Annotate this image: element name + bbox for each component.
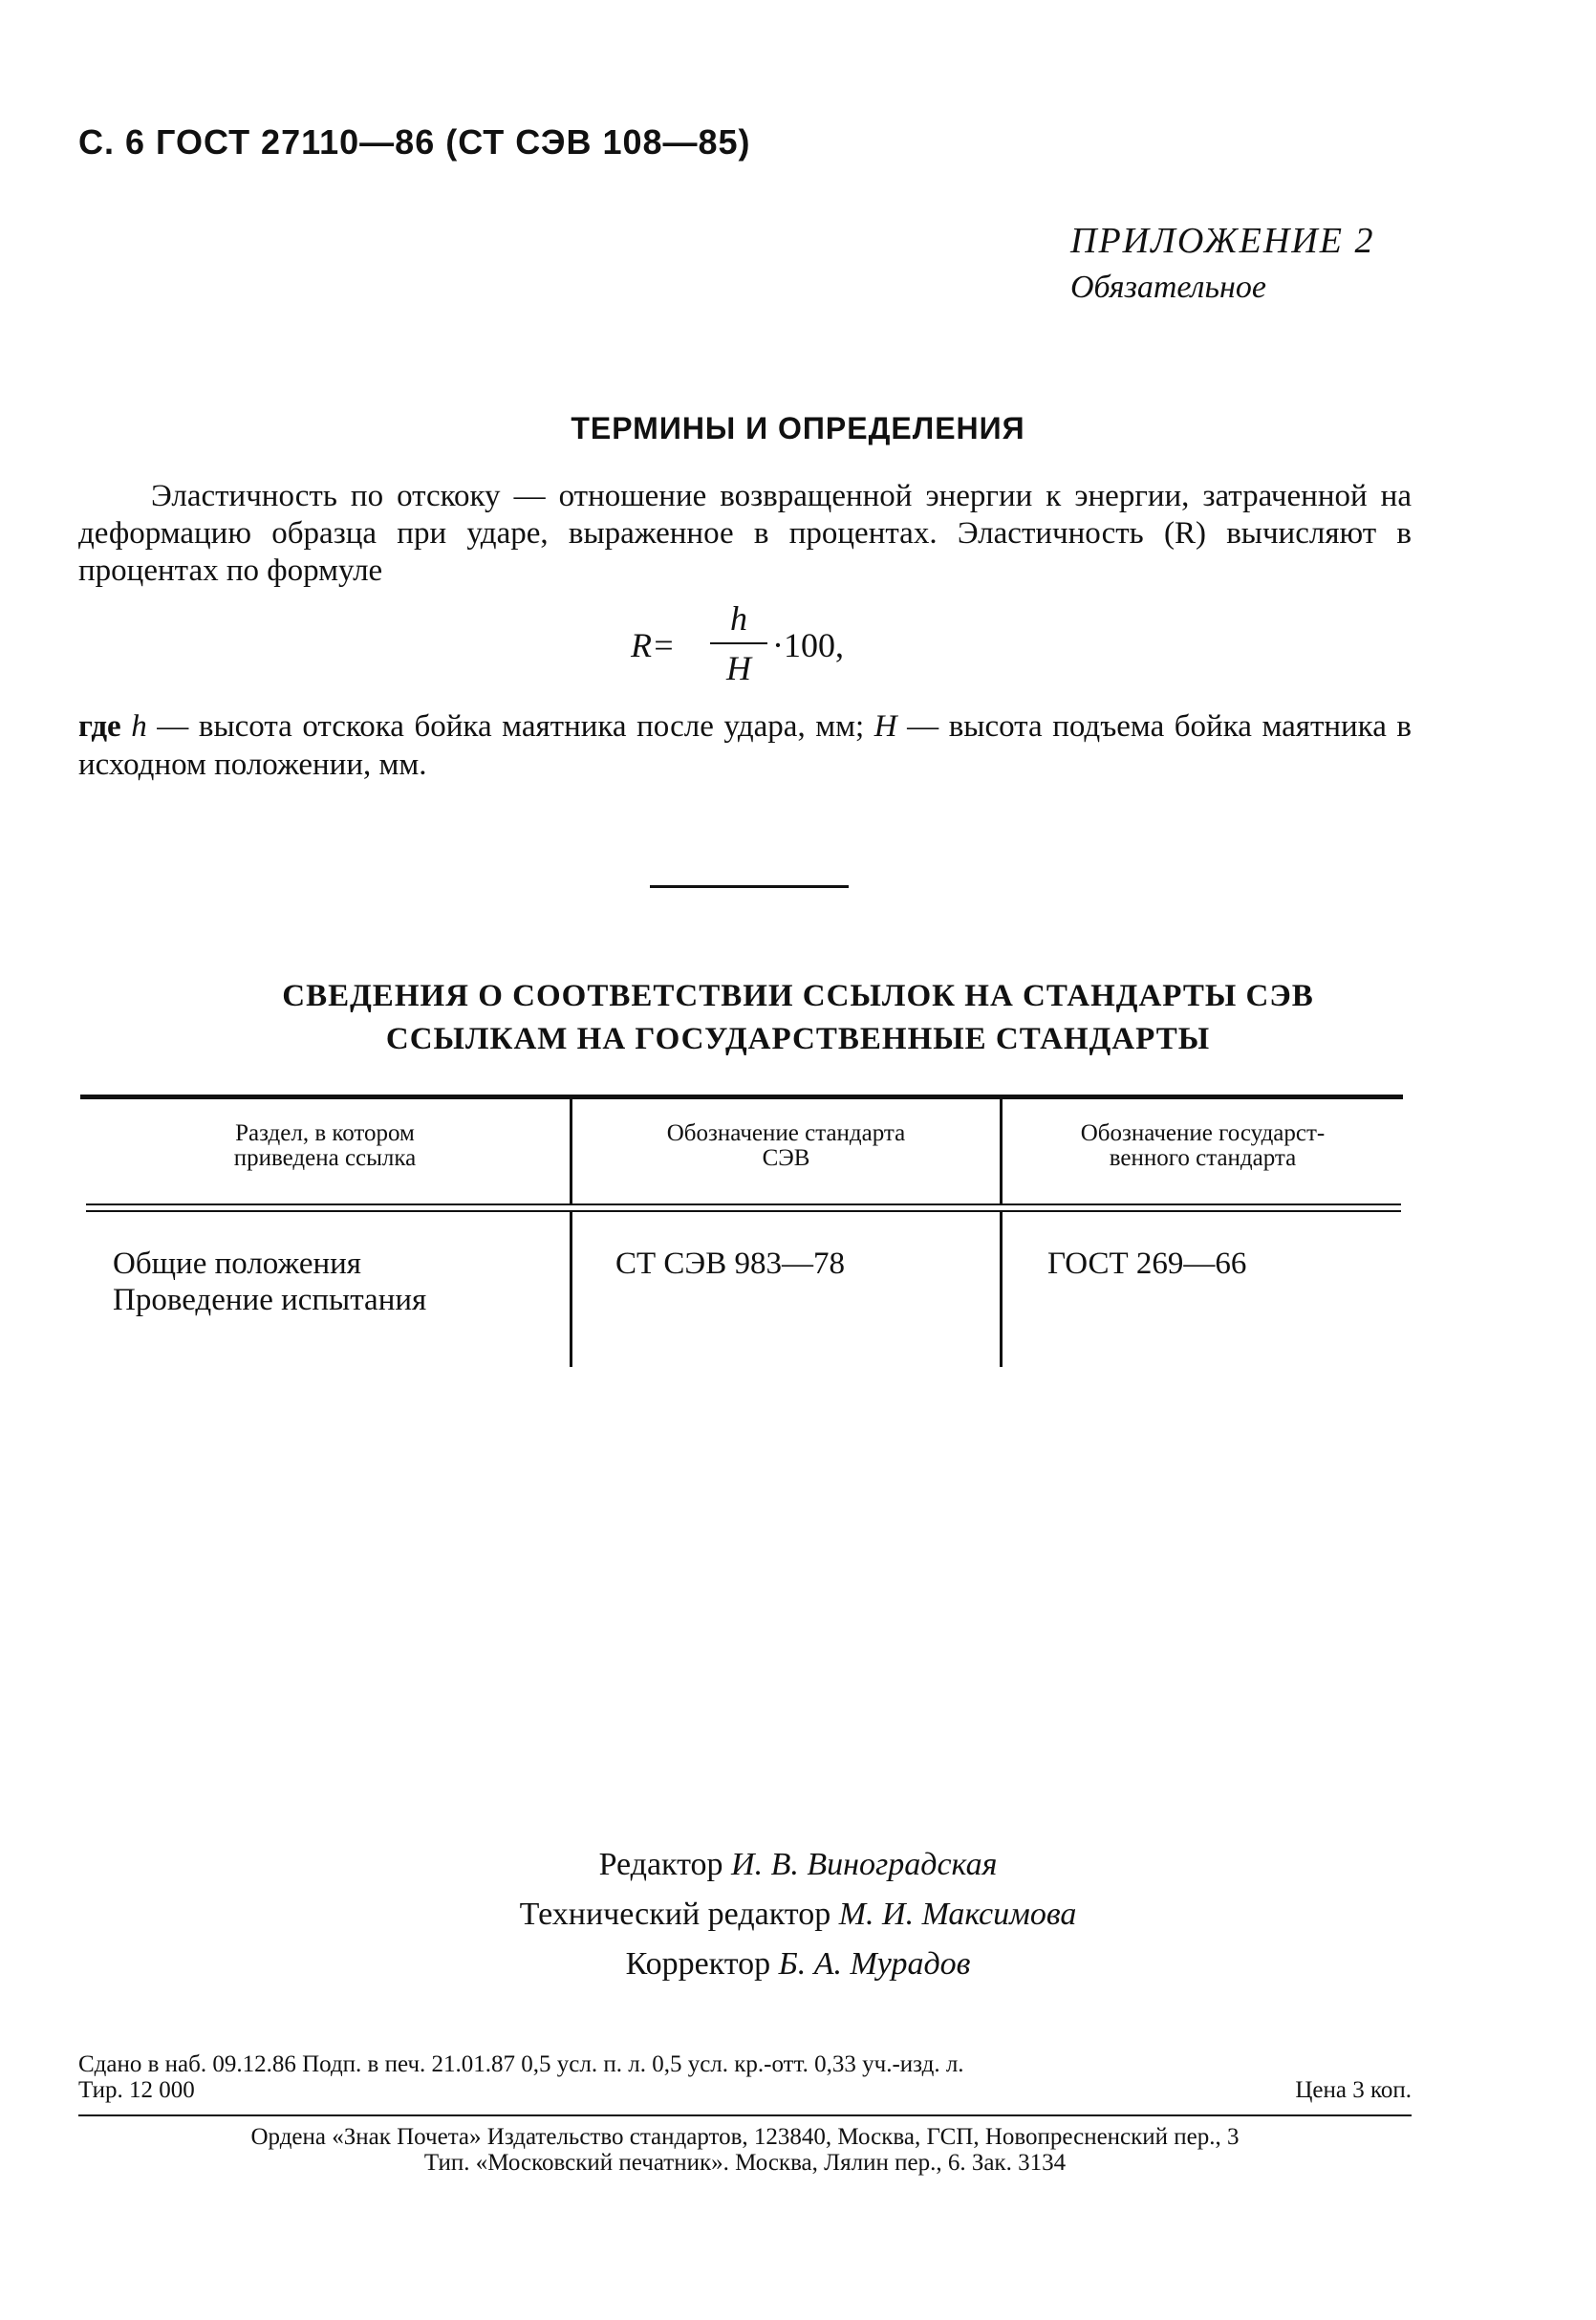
appendix-title: ПРИЛОЖЕНИЕ 2 xyxy=(1070,221,1375,261)
page-header: С. 6 ГОСТ 27110—86 (СТ СЭВ 108—85) xyxy=(78,122,751,162)
imprint-price: Цена 3 коп. xyxy=(1295,2077,1412,2103)
credit-editor-name: И. В. Виноградская xyxy=(731,1847,998,1882)
formula-denominator: H xyxy=(726,649,751,687)
table-body-divider-2 xyxy=(1000,1212,1003,1367)
credit-editor xyxy=(0,1840,1596,1890)
h-symbol: h xyxy=(131,709,147,744)
imprint-line1 xyxy=(78,2051,1412,2077)
section-separator xyxy=(650,885,849,888)
credit-tech-editor xyxy=(0,1890,1596,1940)
formula-lhs: R= xyxy=(631,626,676,664)
formula-numerator: h xyxy=(730,599,747,638)
credits xyxy=(0,1840,1596,1989)
where-definitions xyxy=(78,707,1412,784)
references-heading-line1: СВЕДЕНИЯ О СООТВЕТСТВИИ ССЫЛОК НА СТАНДАРТЫ СЭВ xyxy=(282,979,1314,1013)
formula-fraction-bar xyxy=(710,642,767,644)
table-cell-state-standard: ГОСТ 269—66 xyxy=(1047,1247,1247,1281)
references-heading xyxy=(0,975,1596,1061)
credit-corrector-label: Корректор xyxy=(625,1946,771,1982)
references-heading-line2: ССЫЛКАМ НА ГОСУДАРСТВЕННЫЕ СТАНДАРТЫ xyxy=(385,1022,1211,1056)
H-definition: — высота подъема бойка маятника в исходном положении, мм. xyxy=(78,709,1413,782)
credit-editor-label: Редактор xyxy=(598,1847,723,1882)
table-header-section-line2: приведена ссылка xyxy=(233,1145,417,1171)
terms-paragraph: Эластичность по отскоку — отношение возвращенной энергии к энергии, затраченной на деформацию образца при ударе, выраженное в процентах. Эластичность (R) вычисляют в процентах по формуле xyxy=(78,479,1412,588)
printer-line: Тип. «Московский печатник». Москва, Лялин пер., 6. Зак. 3134 xyxy=(423,2150,1067,2176)
table-header-sev-line1: Обозначение стандарта xyxy=(666,1120,906,1146)
imprint-line2 xyxy=(78,2077,1412,2103)
table-header-sev-line2: СЭВ xyxy=(762,1145,810,1171)
appendix-subtitle: Обязательное xyxy=(1070,270,1266,305)
table-header-sev-standard xyxy=(572,1121,1000,1171)
credit-corrector xyxy=(0,1940,1596,1989)
table-header-state-standard xyxy=(1003,1121,1403,1171)
table-cell-sev-standard: СТ СЭВ 983—78 xyxy=(615,1247,845,1281)
table-cell-section-line2: Проведение испытания xyxy=(113,1283,427,1317)
credit-tech-editor-name: М. И. Максимова xyxy=(838,1897,1077,1932)
publisher-footer xyxy=(78,2124,1412,2176)
imprint-circulation: Тир. 12 000 xyxy=(78,2077,195,2103)
references-table xyxy=(80,1095,1403,1367)
h-definition: — высота отскока бойка маятника после удара, мм; xyxy=(146,709,874,744)
table-header-rule-double xyxy=(86,1210,1401,1212)
credit-corrector-name: Б. А. Мурадов xyxy=(778,1946,971,1982)
H-symbol: H xyxy=(873,709,897,744)
table-header-state-line1: Обозначение государст- xyxy=(1080,1120,1326,1146)
table-header-state-line2: венного стандарта xyxy=(1109,1145,1297,1171)
imprint-rule xyxy=(78,2114,1412,2116)
table-header-section-line1: Раздел, в котором xyxy=(235,1120,415,1146)
table-header-rule xyxy=(86,1203,1401,1205)
table-body-divider-1 xyxy=(570,1212,572,1367)
imprint-print-details: Сдано в наб. 09.12.86 Подп. в печ. 21.01.87 0,5 усл. п. л. 0,5 усл. кр.-отт. 0,33 уч.-изд. л. xyxy=(78,2051,964,2077)
credit-tech-editor-label: Технический редактор xyxy=(519,1897,831,1932)
imprint xyxy=(78,2051,1412,2103)
elasticity-formula xyxy=(631,599,917,707)
formula-rhs: ·100, xyxy=(772,626,844,664)
table-cell-section-line1: Общие положения xyxy=(113,1247,361,1281)
table-top-rule xyxy=(80,1095,1403,1099)
table-header-section xyxy=(80,1121,570,1171)
terms-heading: ТЕРМИНЫ И ОПРЕДЕЛЕНИЯ xyxy=(571,411,1025,445)
where-lead: где xyxy=(78,709,121,744)
table-row-section xyxy=(113,1246,426,1318)
publisher-line: Ордена «Знак Почета» Издательство стандартов, 123840, Москва, ГСП, Новопресненский пер., 3 xyxy=(250,2124,1240,2150)
